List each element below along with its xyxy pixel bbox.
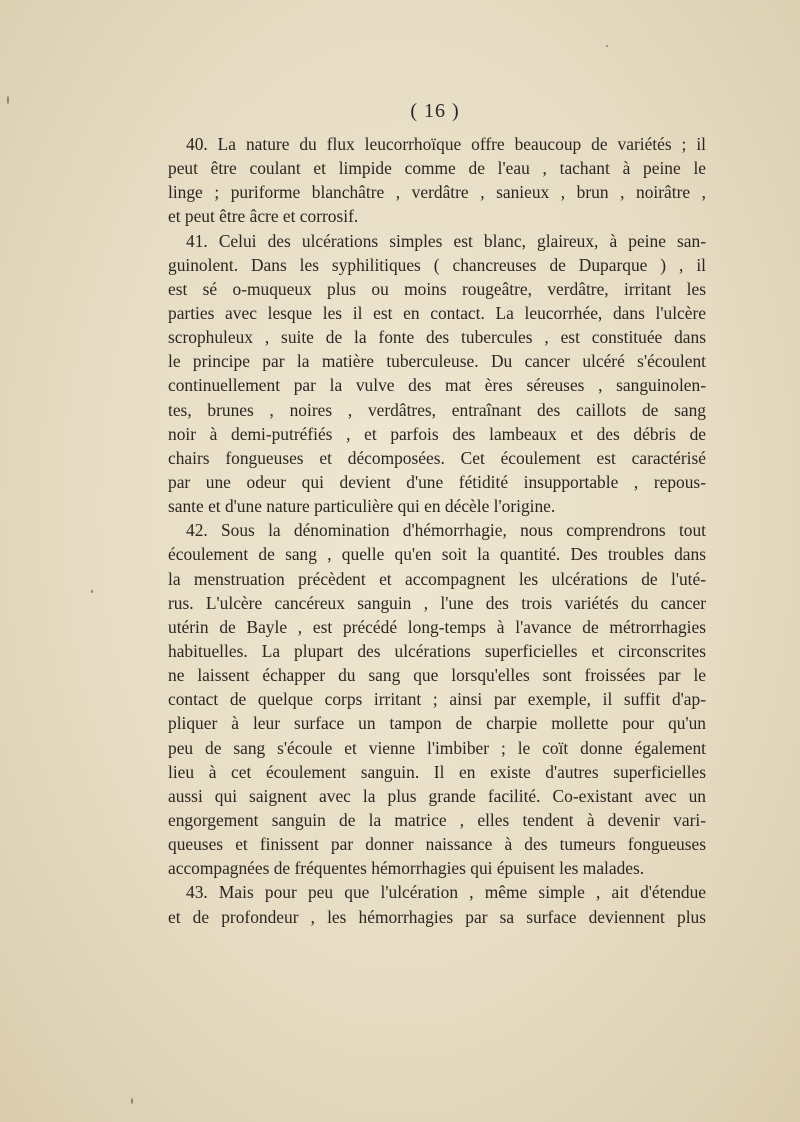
paper-speck (131, 1098, 133, 1104)
paper-speck (606, 45, 608, 47)
text-line: engorgement sanguin de la matrice , elles tendent à devenir vari- (168, 809, 706, 830)
text-line: scrophuleux , suite de la fonte des tubercules , est constituée dans (168, 327, 706, 348)
text-line: accompagnées de fréquentes hémorrhagies qui épuisent les malades. (168, 858, 645, 879)
text-line: sante et d'une nature particulière qui en décèle l'origine. (168, 496, 556, 517)
paper-speck (91, 590, 93, 593)
text-line: rus. L'ulcère cancéreux sanguin , l'une des trois variétés du cancer (168, 592, 706, 613)
text-line: est sé o-muqueux plus ou moins rougeâtre, verdâtre, irritant les (168, 278, 706, 299)
text-line: guinolent. Dans les syphilitiques ( chancreuses de Duparque ) , il (168, 254, 706, 275)
text-line: et de profondeur , les hémorrhagies par sa surface deviennent plus (168, 906, 706, 927)
text-line: 40. La nature du flux leucorrhoïque offre beaucoup de variétés ; il (186, 134, 706, 154)
text-line: chairs fongueuses et décomposées. Cet écoulement est caractérisé (168, 447, 706, 468)
text-line: parties avec lesque les il est en contact. La leucorrhée, dans l'ulcère (168, 302, 706, 323)
text-line: peut être coulant et limpide comme de l'eau , tachant à peine le (168, 158, 706, 179)
paragraph-43 (168, 880, 706, 928)
text-line: 41. Celui des ulcérations simples est blanc, glaireux, à peine san- (186, 230, 706, 251)
paragraph-41 (168, 229, 706, 519)
text-line: tes, brunes , noires , verdâtres, entraînant des caillots de sang (168, 399, 706, 420)
text-line: noir à demi-putréfiés , et parfois des lambeaux et des débris de (168, 423, 706, 444)
paragraph-42 (168, 518, 706, 880)
text-line: continuellement par la vulve des mat ères séreuses , sanguinolen- (168, 375, 706, 396)
text-line: linge ; puriforme blanchâtre , verdâtre , sanieux , brun , noirâtre , (168, 182, 706, 203)
text-line: écoulement de sang , quelle qu'en soit la quantité. Des troubles dans (168, 544, 706, 565)
text-line: ne laissent échapper du sang que lorsqu'elles sont froissées par le (168, 665, 706, 686)
text-line: peu de sang s'écoule et vienne l'imbiber ; le coït donne également (168, 737, 706, 758)
text-line: aussi qui saignent avec la plus grande facilité. Co-existant avec un (168, 785, 706, 806)
text-line: habituelles. La plupart des ulcérations superficielles et circonscrites (168, 640, 706, 661)
text-line: 43. Mais pour peu que l'ulcération , même simple , ait d'étendue (186, 882, 706, 903)
text-line: pliquer à leur surface un tampon de charpie mollette pour qu'un (168, 713, 706, 734)
text-line: par une odeur qui devient d'une fétidité insupportable , repous- (168, 471, 706, 492)
text-line: queuses et finissent par donner naissance à des tumeurs fongueuses (168, 834, 706, 855)
text-line: la menstruation précèdent et accompagnent les ulcérations de l'uté- (168, 568, 706, 589)
body-text (168, 132, 706, 929)
text-line: et peut être âcre et corrosif. (168, 206, 359, 227)
paper-speck (7, 96, 9, 104)
paragraph-40 (168, 132, 706, 229)
text-line: lieu à cet écoulement sanguin. Il en existe d'autres superficielles (168, 761, 706, 782)
text-line: utérin de Bayle , est précédé long-temps à l'avance de métrorrhagies (168, 616, 706, 637)
text-line: 42. Sous la dénomination d'hémorrhagie, nous comprendrons tout (186, 520, 706, 541)
text-line: contact de quelque corps irritant ; ainsi par exemple, il suffit d'ap- (168, 689, 706, 710)
page-number: ( 16 ) (410, 100, 460, 122)
text-line: le principe par la matière tuberculeuse. Du cancer ulcéré s'écoulent (168, 351, 706, 372)
